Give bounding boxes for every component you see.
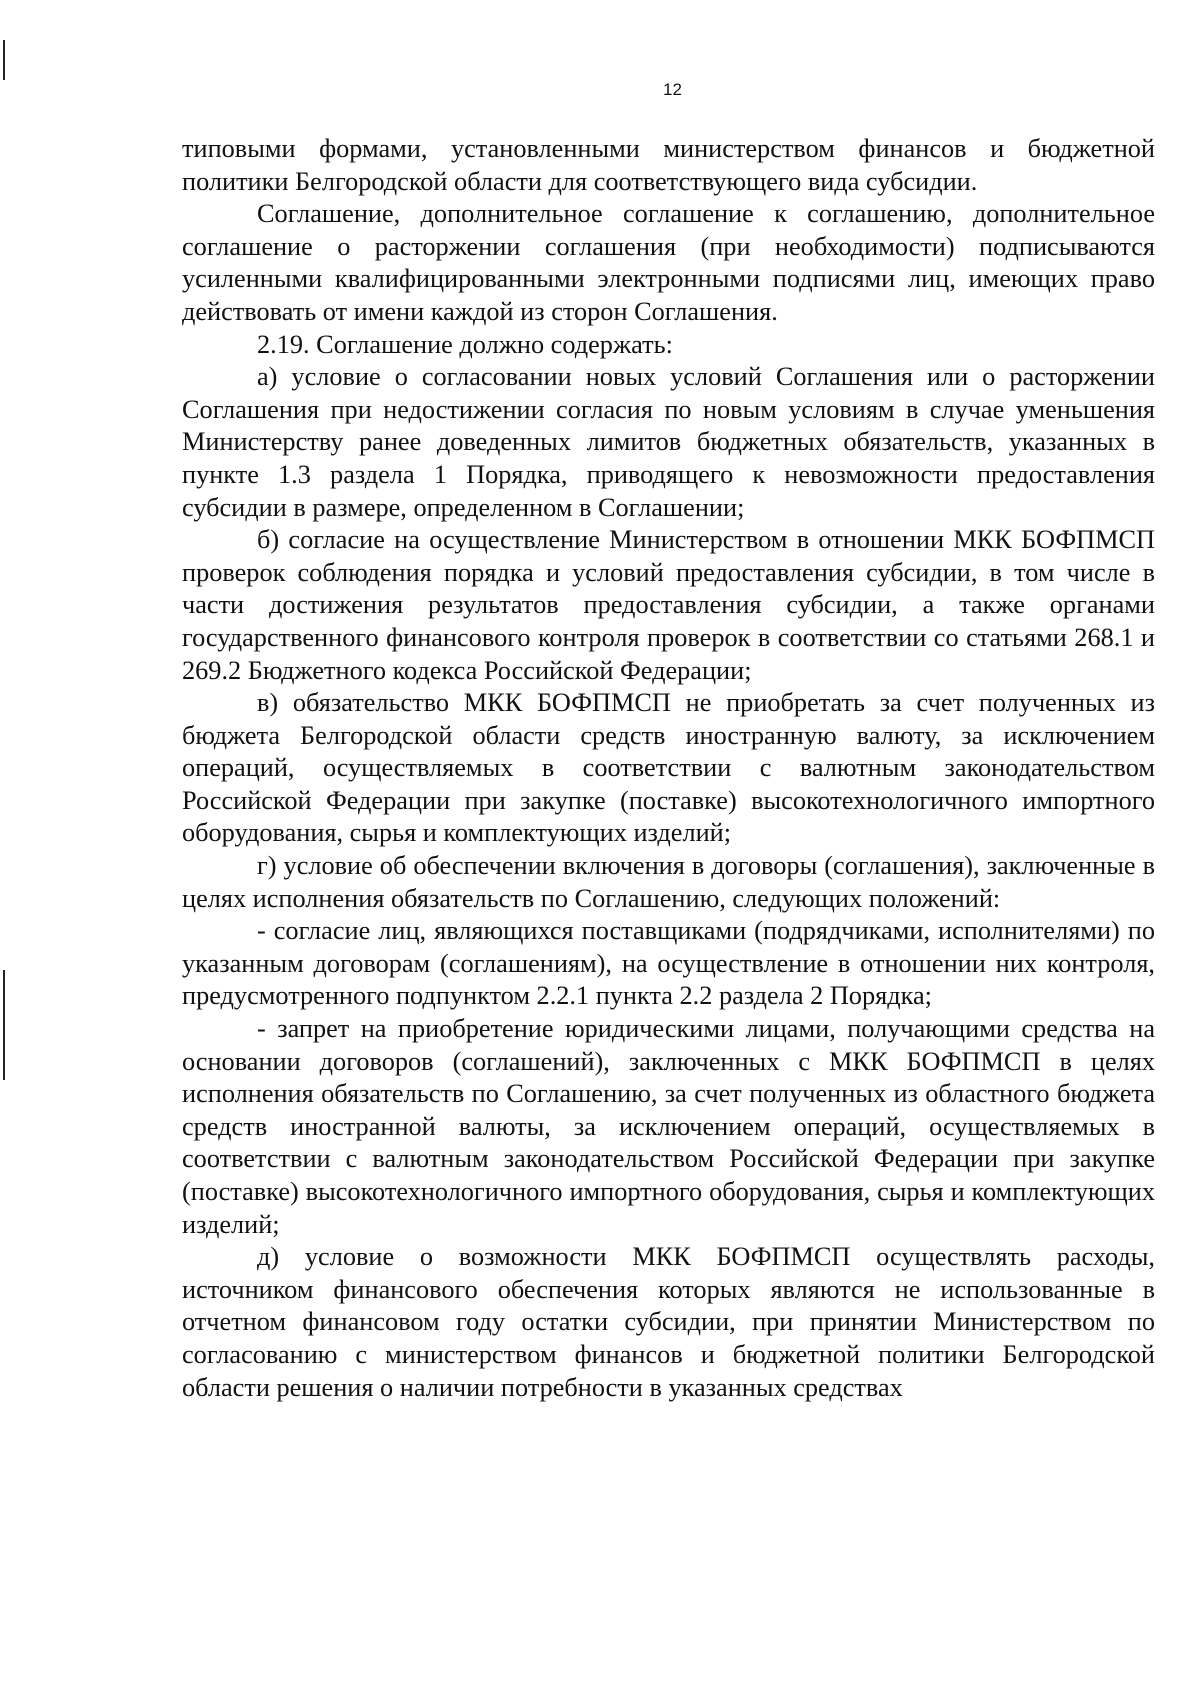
list-item-d: д) условие о возможности МКК БОФПМСП осуществлять расходы, источником финансового обеспечения которых являются не использованные в отчетном финансовом году остатки субсидии, при принятии Министерством по согласованию с министерством финансов и бюджетной политики Белгородской области решения о наличии потребности в указанных средствах bbox=[182, 1242, 1155, 1402]
list-item-a: а) условие о согласовании новых условий Соглашения или о расторжении Соглашения при недостижении согласия по новым условиям в случае уменьшения Министерству ранее доведенных лимитов бюджетных обязательств, указанных в пункте 1.3 раздела 1 Порядка, приводящего к невозможности предоставления субсидии в размере, определенном в Соглашении; bbox=[182, 362, 1155, 522]
document-body bbox=[182, 133, 1155, 1404]
scan-edge-mark bbox=[3, 40, 5, 80]
list-item-v: в) обязательство МКК БОФПМСП не приобретать за счет полученных из бюджета Белгородской области средств иностранную валюту, за исключением операций, осуществляемых в соответствии с валютным законодательством Российской Федерации при закупке (поставке) высокотехнологичного импортного оборудования, сырья и комплектующих изделий; bbox=[182, 688, 1155, 848]
list-item-b: б) согласие на осуществление Министерством в отношении МКК БОФПМСП проверок соблюдения порядка и условий предоставления субсидии, в том числе в части достижения результатов предоставления субсидии, а также органами государственного финансового контроля проверок в соответствии со статьями 268.1 и 269.2 Бюджетного кодекса Российской Федерации; bbox=[182, 525, 1155, 685]
scan-edge-mark bbox=[3, 970, 5, 1080]
dash-item: - согласие лиц, являющихся поставщиками (подрядчиками, исполнителями) по указанным договорам (соглашениям), на осуществление в отношении них контроля, предусмотренного подпунктом 2.2.1 пункта 2.2 раздела 2 Порядка; bbox=[182, 916, 1155, 1011]
list-item-g: г) условие об обеспечении включения в договоры (соглашения), заключенные в целях исполнения обязательств по Соглашению, следующих положений: bbox=[182, 851, 1155, 913]
page-number: 12 bbox=[663, 80, 682, 99]
paragraph: Соглашение, дополнительное соглашение к соглашению, дополнительное соглашение о расторжении соглашения (при необходимости) подписываются усиленными квалифицированными электронными подписями лиц, имеющих право действовать от имени каждой из сторон Соглашения. bbox=[182, 199, 1155, 326]
section-heading-2-19: 2.19. Соглашение должно содержать: bbox=[257, 329, 673, 359]
dash-item: - запрет на приобретение юридическими лицами, получающими средства на основании договоров (соглашений), заключенных с МКК БОФПМСП в целях исполнения обязательств по Соглашению, за счет полученных из областного бюджета средств иностранной валюты, за исключением операций, осуществляемых в соответствии с валютным законодательством Российской Федерации при закупке (поставке) высокотехнологичного импортного оборудования, сырья и комплектующих изделий; bbox=[182, 1014, 1155, 1239]
paragraph: типовыми формами, установленными министерством финансов и бюджетной политики Белгородской области для соответствующего вида субсидии. bbox=[182, 134, 1155, 196]
